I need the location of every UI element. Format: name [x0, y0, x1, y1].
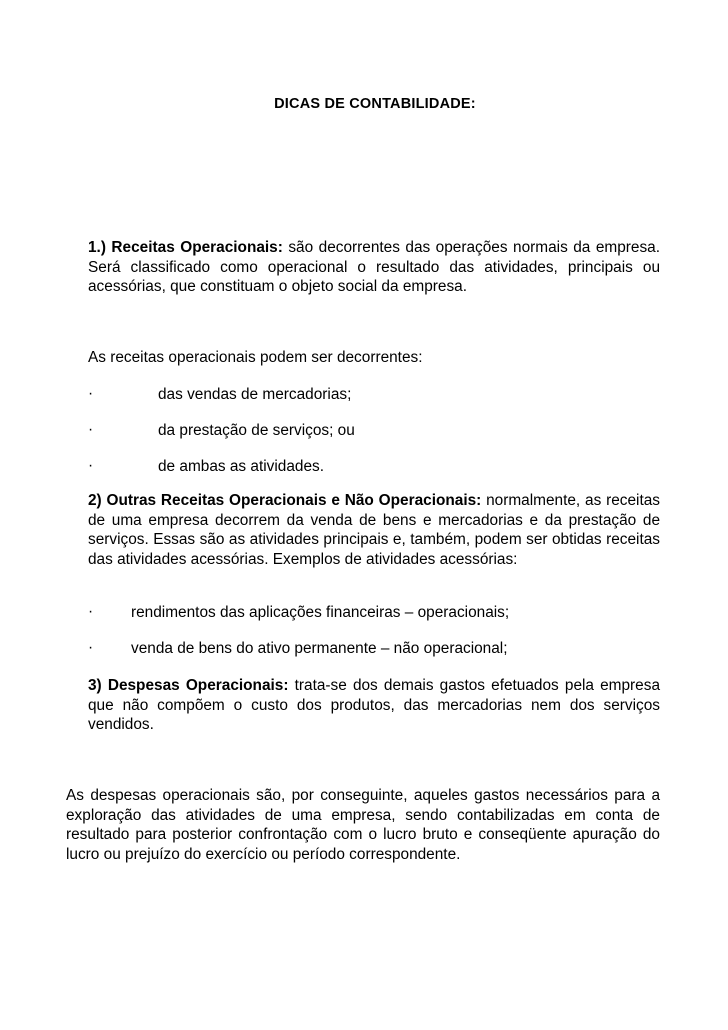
section-heading: 3) Despesas Operacionais: [88, 677, 289, 694]
bullet-marker: · [88, 457, 94, 474]
section-body: normalmente, as receitas de uma empresa decorrem da venda de bens e mercadorias e da prestação de serviços. Essas são as atividades principais e, também, podem ser obtidas receitas das atividades acessórias. Exemplos de atividades acessórias: [88, 492, 660, 568]
list-item [88, 385, 660, 405]
section-outras-receitas [88, 491, 660, 569]
list-item-text: de ambas as atividades. [158, 458, 324, 475]
section-receitas-operacionais [88, 238, 660, 297]
bullet-marker: · [88, 639, 94, 656]
list-item-text: da prestação de serviços; ou [158, 422, 355, 439]
list-item [88, 603, 660, 623]
section-heading: 1.) Receitas Operacionais: [88, 239, 283, 256]
bullet-marker: · [88, 421, 94, 438]
list-item [88, 457, 660, 477]
section-despesas-operacionais [88, 676, 660, 735]
bullet-marker: · [88, 603, 94, 620]
page-title: DICAS DE CONTABILIDADE: [274, 96, 476, 112]
list-item-text: venda de bens do ativo permanente – não operacional; [131, 640, 508, 657]
list-item [88, 639, 660, 659]
closing-paragraph: As despesas operacionais são, por conseguinte, aqueles gastos necessários para a exploração das atividades de uma empresa, sendo contabilizadas em conta de resultado para posterior confrontação com o lucro bruto e conseqüente apuração do lucro ou prejuízo do exercício ou período correspondente. [66, 787, 660, 863]
bullet-marker: · [88, 385, 94, 402]
list-item-text: rendimentos das aplicações financeiras – operacionais; [131, 604, 510, 621]
section-body: são decorrentes das operações normais da empresa. Será classificado como operacional o resultado das atividades, principais ou acessórias, que constituam o objeto social da empresa. [88, 239, 660, 295]
section-body: trata-se dos demais gastos efetuados pela empresa que não compõem o custo dos produtos, das mercadorias nem dos serviços vendidos. [88, 677, 661, 733]
list-item-text: das vendas de mercadorias; [158, 386, 352, 403]
section-heading: 2) Outras Receitas Operacionais e Não Operacionais: [88, 492, 482, 509]
list-item [88, 421, 660, 441]
receitas-intro: As receitas operacionais podem ser decorrentes: [88, 349, 423, 366]
